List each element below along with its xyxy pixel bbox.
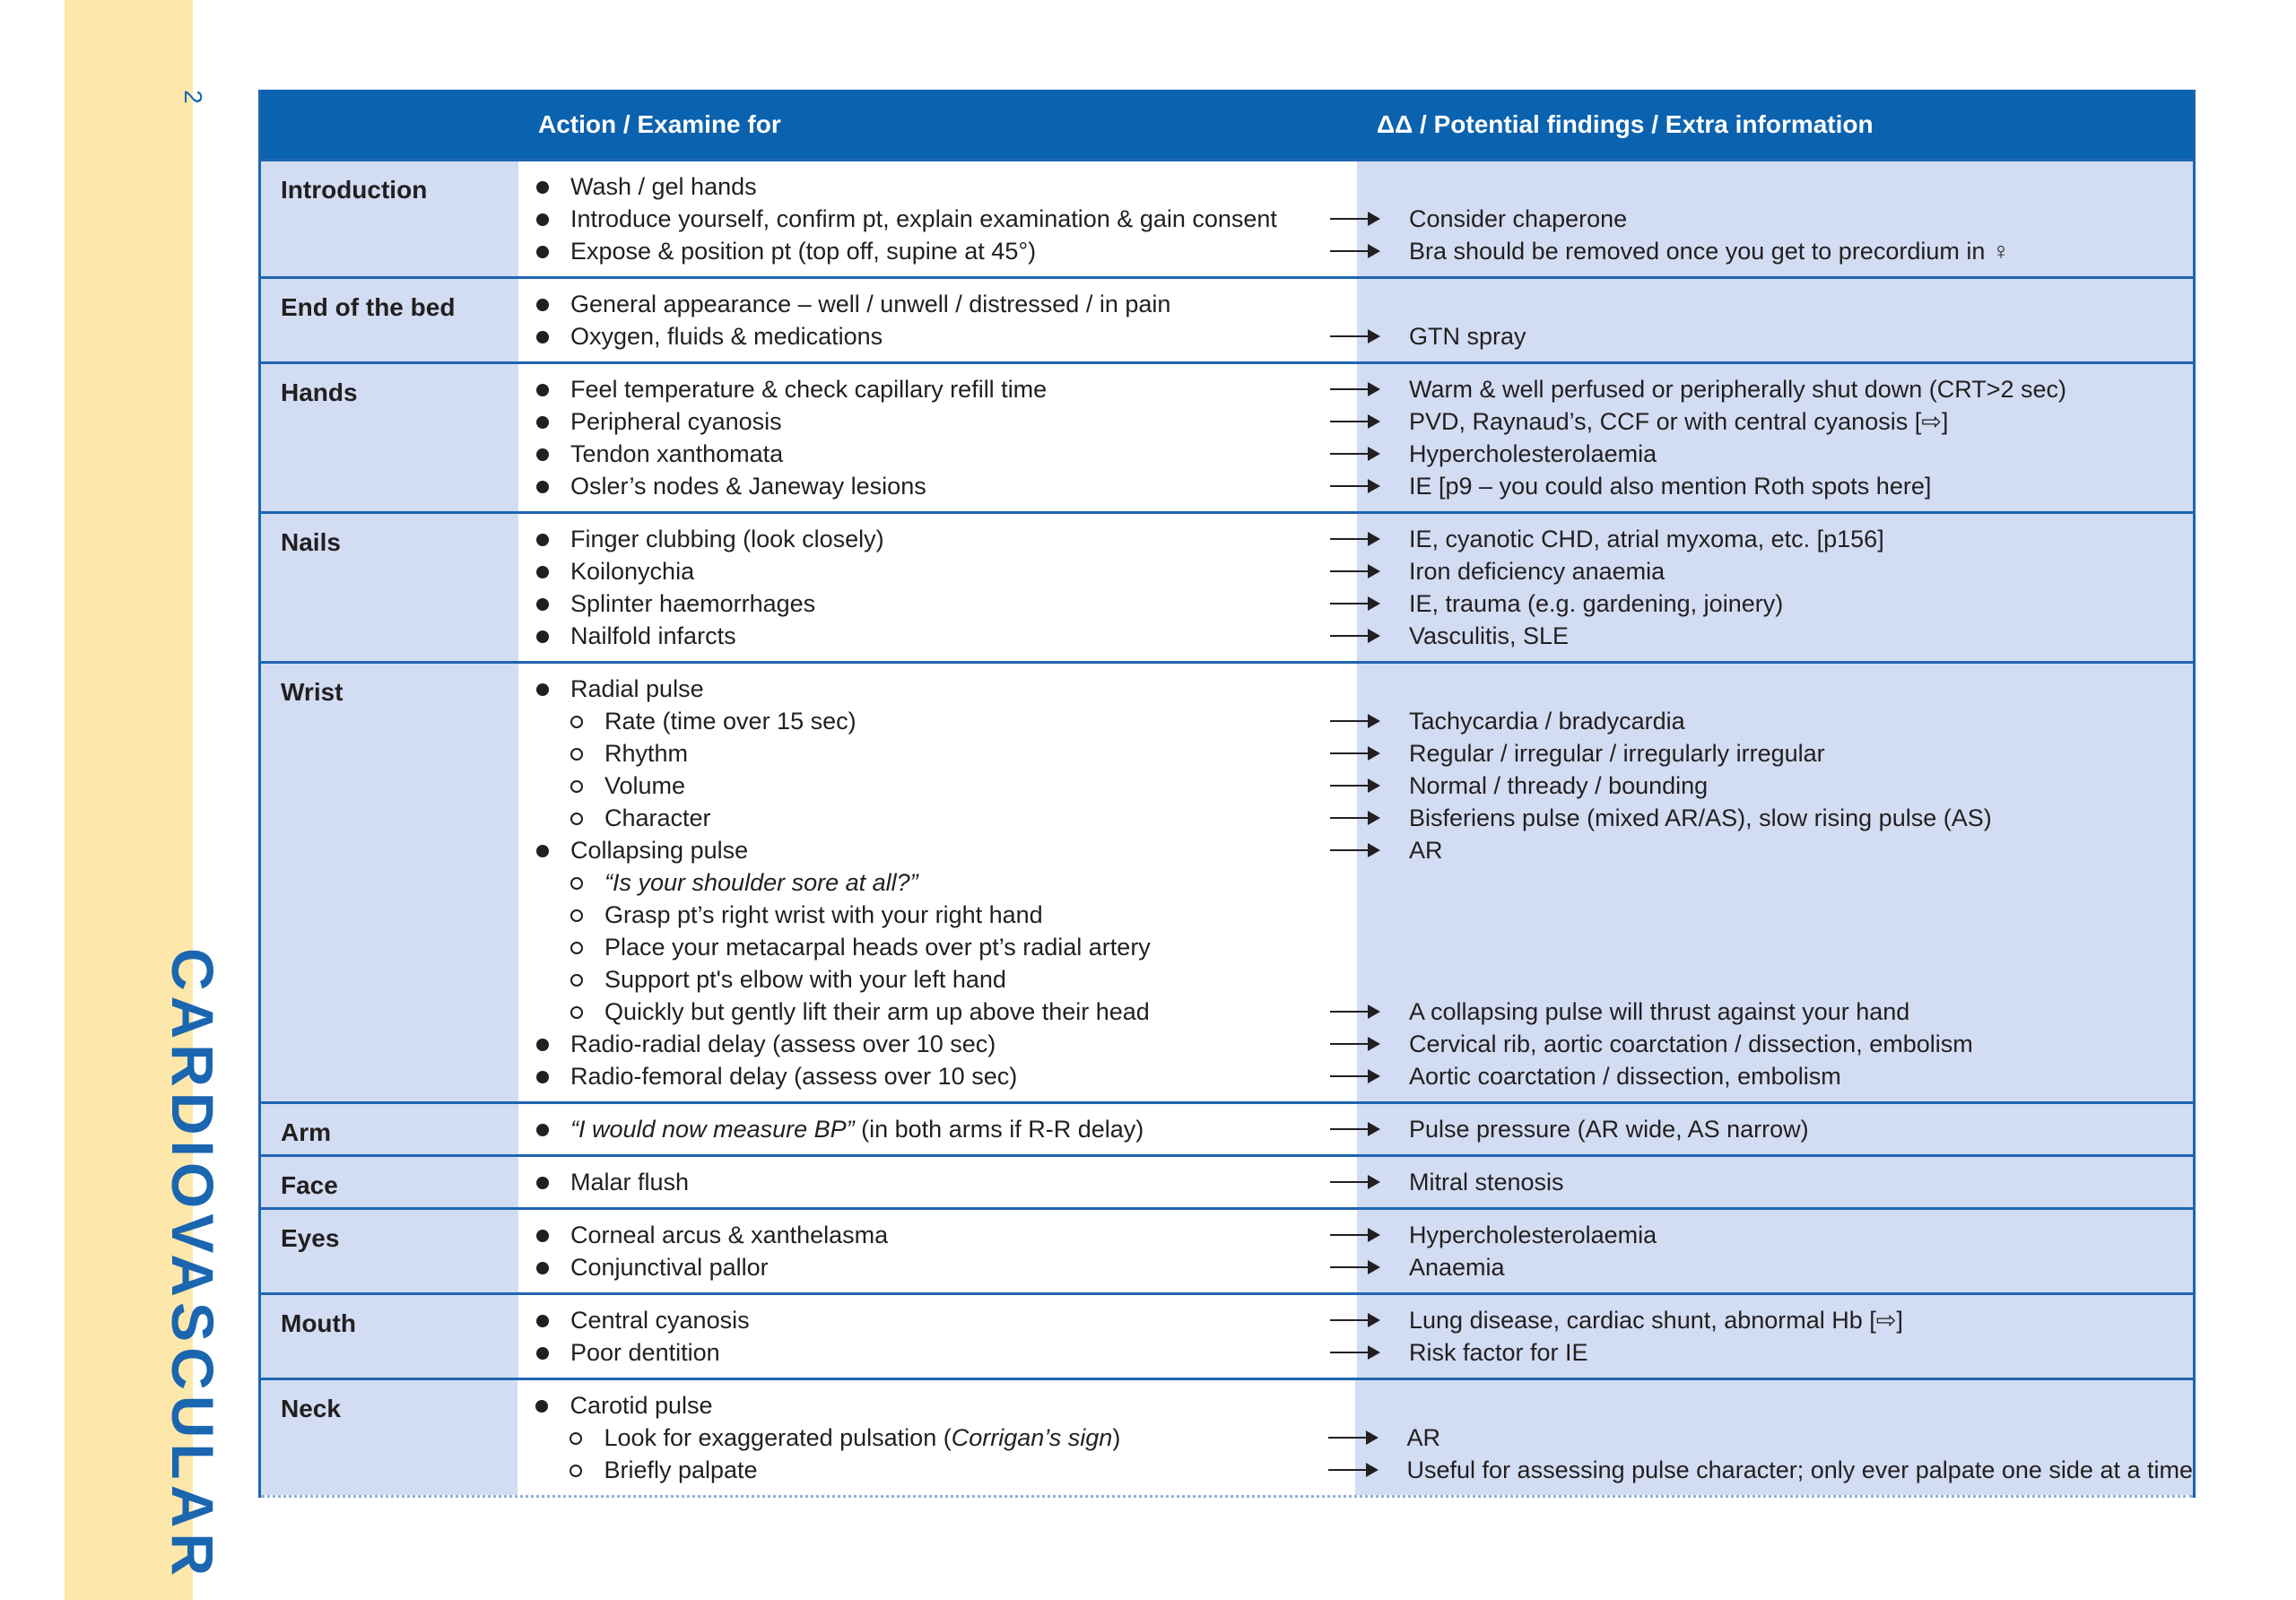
hollow-bullet-icon xyxy=(570,974,583,987)
finding-item: AR xyxy=(1357,834,2193,866)
hollow-bullet-icon xyxy=(570,942,583,954)
row-findings xyxy=(1357,364,2193,511)
table-header xyxy=(261,90,2193,159)
action-item: Central cyanosis xyxy=(518,1304,1357,1336)
finding-spacer xyxy=(1357,899,2193,931)
finding-item: Regular / irregular / irregularly irregular xyxy=(1357,737,2193,770)
finding-item: Hypercholesterolaemia xyxy=(1357,1219,2193,1251)
bullet-icon xyxy=(536,1230,549,1242)
bullet-icon xyxy=(536,1124,549,1136)
bullet-icon xyxy=(536,534,549,546)
row-category: Face xyxy=(261,1157,518,1207)
arrow-right-icon xyxy=(1330,603,1377,604)
hollow-bullet-icon xyxy=(570,909,583,922)
finding-item: Pulse pressure (AR wide, AS narrow) xyxy=(1357,1113,2193,1145)
row-actions xyxy=(518,1210,1357,1292)
action-item: General appearance – well / unwell / distressed / in pain xyxy=(518,288,1357,320)
hollow-bullet-icon xyxy=(570,1006,583,1019)
action-item: Poor dentition xyxy=(518,1336,1357,1369)
arrow-right-icon xyxy=(1330,250,1377,252)
sub-action-item: Rhythm xyxy=(518,737,1357,770)
row-category: Hands xyxy=(261,364,518,511)
arrow-right-icon xyxy=(1330,1011,1377,1013)
finding-spacer xyxy=(1355,1389,2193,1422)
row-category: End of the bed xyxy=(261,279,518,361)
header-findings: ΔΔ / Potential findings / Extra information xyxy=(1377,109,1874,138)
arrow-right-icon xyxy=(1330,1043,1377,1045)
arrow-right-icon xyxy=(1330,388,1377,390)
action-item: Splinter haemorrhages xyxy=(518,587,1357,620)
sub-action-item: Grasp pt’s right wrist with your right hand xyxy=(518,899,1357,931)
arrow-right-icon xyxy=(1328,1437,1375,1439)
row-category: Mouth xyxy=(261,1295,518,1378)
bullet-icon xyxy=(536,448,549,461)
table-row xyxy=(261,1378,2193,1498)
row-findings xyxy=(1357,664,2193,1101)
table-row xyxy=(261,1101,2193,1154)
finding-item: Tachycardia / bradycardia xyxy=(1357,705,2193,737)
table-row xyxy=(261,511,2193,661)
table-row xyxy=(261,1292,2193,1378)
action-item: Koilonychia xyxy=(518,555,1357,587)
arrow-right-icon xyxy=(1330,453,1377,455)
arrow-right-icon xyxy=(1330,570,1377,572)
header-action: Action / Examine for xyxy=(538,109,781,138)
finding-item: Hypercholesterolaemia xyxy=(1357,438,2193,470)
finding-item: IE, cyanotic CHD, atrial myxoma, etc. [p156] xyxy=(1357,523,2193,555)
finding-item: Aortic coarctation / dissection, embolism xyxy=(1357,1060,2193,1092)
row-findings xyxy=(1355,1380,2193,1495)
finding-item: Iron deficiency anaemia xyxy=(1357,555,2193,587)
finding-spacer xyxy=(1357,963,2193,996)
action-item: Peripheral cyanosis xyxy=(518,405,1357,438)
finding-item: Bra should be removed once you get to precordium in ♀ xyxy=(1357,235,2193,267)
action-item: Radial pulse xyxy=(518,673,1357,705)
finding-spacer xyxy=(1357,288,2193,320)
bullet-icon xyxy=(536,566,549,578)
action-item: Radio-femoral delay (assess over 10 sec) xyxy=(518,1060,1357,1092)
finding-item: Cervical rib, aortic coarctation / dissection, embolism xyxy=(1357,1028,2193,1060)
bullet-icon xyxy=(536,1071,549,1083)
row-findings xyxy=(1357,1210,2193,1292)
arrow-right-icon xyxy=(1330,785,1377,787)
row-findings xyxy=(1357,514,2193,661)
row-actions xyxy=(518,364,1357,511)
arrow-right-icon xyxy=(1330,1352,1377,1353)
row-actions xyxy=(518,1104,1357,1154)
row-category: Eyes xyxy=(261,1210,518,1292)
finding-item: Mitral stenosis xyxy=(1357,1166,2193,1198)
bullet-icon xyxy=(535,1400,548,1413)
hollow-bullet-icon xyxy=(570,1465,582,1477)
row-actions xyxy=(518,1157,1357,1207)
table-row xyxy=(261,361,2193,511)
finding-spacer xyxy=(1357,931,2193,963)
action-item: Introduce yourself, confirm pt, explain examination & gain consent xyxy=(518,203,1357,235)
action-item: Tendon xanthomata xyxy=(518,438,1357,470)
table-row xyxy=(261,1154,2193,1207)
table-row xyxy=(261,159,2193,276)
row-findings xyxy=(1357,1295,2193,1378)
bullet-icon xyxy=(536,683,549,696)
row-category: Wrist xyxy=(261,664,518,1101)
arrow-right-icon xyxy=(1330,1181,1377,1183)
sub-action-item: Briefly palpate xyxy=(517,1454,1354,1486)
row-actions xyxy=(518,514,1357,661)
action-item: Osler’s nodes & Janeway lesions xyxy=(518,470,1357,502)
finding-spacer xyxy=(1357,170,2193,203)
sub-action-item: Support pt's elbow with your left hand xyxy=(518,963,1357,996)
examination-table xyxy=(258,90,2196,1498)
action-item: Carotid pulse xyxy=(517,1389,1354,1422)
action-item: Malar flush xyxy=(518,1166,1357,1198)
sub-action-item: Character xyxy=(518,802,1357,834)
sub-action-item: Quickly but gently lift their arm up above their head xyxy=(518,996,1357,1028)
bullet-icon xyxy=(536,299,549,311)
bullet-icon xyxy=(536,384,549,396)
row-actions xyxy=(518,161,1357,276)
table-body xyxy=(261,159,2193,1498)
row-actions xyxy=(517,1380,1354,1495)
finding-item: IE [p9 – you could also mention Roth spots here] xyxy=(1357,470,2193,502)
hollow-bullet-icon xyxy=(570,877,583,890)
action-item: Collapsing pulse xyxy=(518,834,1357,866)
arrow-right-icon xyxy=(1330,635,1377,637)
action-item: “I would now measure BP” (in both arms if R-R delay) xyxy=(518,1113,1357,1145)
bullet-icon xyxy=(536,598,549,611)
section-title: CARDIOVASCULAR xyxy=(160,947,226,1582)
arrow-right-icon xyxy=(1330,752,1377,754)
bullet-icon xyxy=(536,1315,549,1327)
sub-action-item: Rate (time over 15 sec) xyxy=(518,705,1357,737)
bullet-icon xyxy=(536,630,549,643)
finding-item: Lung disease, cardiac shunt, abnormal Hb [⇨] xyxy=(1357,1304,2193,1336)
arrow-right-icon xyxy=(1330,1319,1377,1321)
sub-action-item: Volume xyxy=(518,770,1357,802)
arrow-right-icon xyxy=(1330,849,1377,851)
table-row xyxy=(261,1207,2193,1292)
arrow-right-icon xyxy=(1330,218,1377,220)
finding-item: PVD, Raynaud’s, CCF or with central cyanosis [⇨] xyxy=(1357,405,2193,438)
row-actions xyxy=(518,664,1357,1101)
finding-item: Warm & well perfused or peripherally shut down (CRT>2 sec) xyxy=(1357,373,2193,405)
arrow-right-icon xyxy=(1330,817,1377,819)
row-category: Introduction xyxy=(261,161,518,276)
bullet-icon xyxy=(536,1262,549,1274)
action-item: Wash / gel hands xyxy=(518,170,1357,203)
bullet-icon xyxy=(536,481,549,493)
finding-item: Consider chaperone xyxy=(1357,203,2193,235)
hollow-bullet-icon xyxy=(570,780,583,793)
bullet-icon xyxy=(536,246,549,258)
bullet-icon xyxy=(536,1347,549,1360)
hollow-bullet-icon xyxy=(570,716,583,728)
action-item: Corneal arcus & xanthelasma xyxy=(518,1219,1357,1251)
finding-item: Risk factor for IE xyxy=(1357,1336,2193,1369)
sub-action-item: “Is your shoulder sore at all?” xyxy=(518,866,1357,899)
row-category: Nails xyxy=(261,514,518,661)
arrow-right-icon xyxy=(1330,720,1377,722)
bullet-icon xyxy=(536,331,549,343)
hollow-bullet-icon xyxy=(570,748,583,761)
arrow-right-icon xyxy=(1330,485,1377,487)
finding-item: Bisferiens pulse (mixed AR/AS), slow rising pulse (AS) xyxy=(1357,802,2193,834)
bullet-icon xyxy=(536,181,549,194)
arrow-right-icon xyxy=(1330,1266,1377,1268)
action-item: Conjunctival pallor xyxy=(518,1251,1357,1283)
finding-item: Useful for assessing pulse character; only ever palpate one side at a time xyxy=(1355,1454,2193,1486)
arrow-right-icon xyxy=(1330,421,1377,422)
bullet-icon xyxy=(536,213,549,226)
row-findings xyxy=(1357,1157,2193,1207)
arrow-right-icon xyxy=(1330,335,1377,337)
bullet-icon xyxy=(536,845,549,857)
finding-item: A collapsing pulse will thrust against your hand xyxy=(1357,996,2193,1028)
arrow-right-icon xyxy=(1330,1234,1377,1236)
finding-item: Normal / thready / bounding xyxy=(1357,770,2193,802)
arrow-right-icon xyxy=(1330,538,1377,540)
finding-item: IE, trauma (e.g. gardening, joinery) xyxy=(1357,587,2193,620)
row-actions xyxy=(518,279,1357,361)
table-row xyxy=(261,661,2193,1101)
finding-item: AR xyxy=(1355,1422,2193,1454)
finding-spacer xyxy=(1357,673,2193,705)
finding-item: GTN spray xyxy=(1357,320,2193,352)
action-item: Finger clubbing (look closely) xyxy=(518,523,1357,555)
table-row xyxy=(261,276,2193,361)
row-actions xyxy=(518,1295,1357,1378)
row-category: Arm xyxy=(261,1104,518,1154)
finding-spacer xyxy=(1357,866,2193,899)
hollow-bullet-icon xyxy=(570,1432,582,1445)
finding-item: Anaemia xyxy=(1357,1251,2193,1283)
finding-item: Vasculitis, SLE xyxy=(1357,620,2193,652)
row-findings xyxy=(1357,161,2193,276)
arrow-right-icon xyxy=(1330,1075,1377,1077)
bullet-icon xyxy=(536,1039,549,1051)
arrow-right-icon xyxy=(1328,1469,1375,1471)
row-category: Neck xyxy=(261,1380,517,1495)
sub-action-item: Look for exaggerated pulsation (Corrigan’s sign) xyxy=(517,1422,1354,1454)
row-findings xyxy=(1357,279,2193,361)
sub-action-item: Place your metacarpal heads over pt’s radial artery xyxy=(518,931,1357,963)
action-item: Nailfold infarcts xyxy=(518,620,1357,652)
action-item: Oxygen, fluids & medications xyxy=(518,320,1357,352)
action-item: Feel temperature & check capillary refill time xyxy=(518,373,1357,405)
bullet-icon xyxy=(536,1177,549,1189)
action-item: Expose & position pt (top off, supine at 45°) xyxy=(518,235,1357,267)
action-item: Radio-radial delay (assess over 10 sec) xyxy=(518,1028,1357,1060)
arrow-right-icon xyxy=(1330,1128,1377,1130)
page-number: 2 xyxy=(179,90,207,104)
hollow-bullet-icon xyxy=(570,813,583,825)
row-findings xyxy=(1357,1104,2193,1154)
bullet-icon xyxy=(536,416,549,429)
section-sidebar xyxy=(65,0,226,1600)
